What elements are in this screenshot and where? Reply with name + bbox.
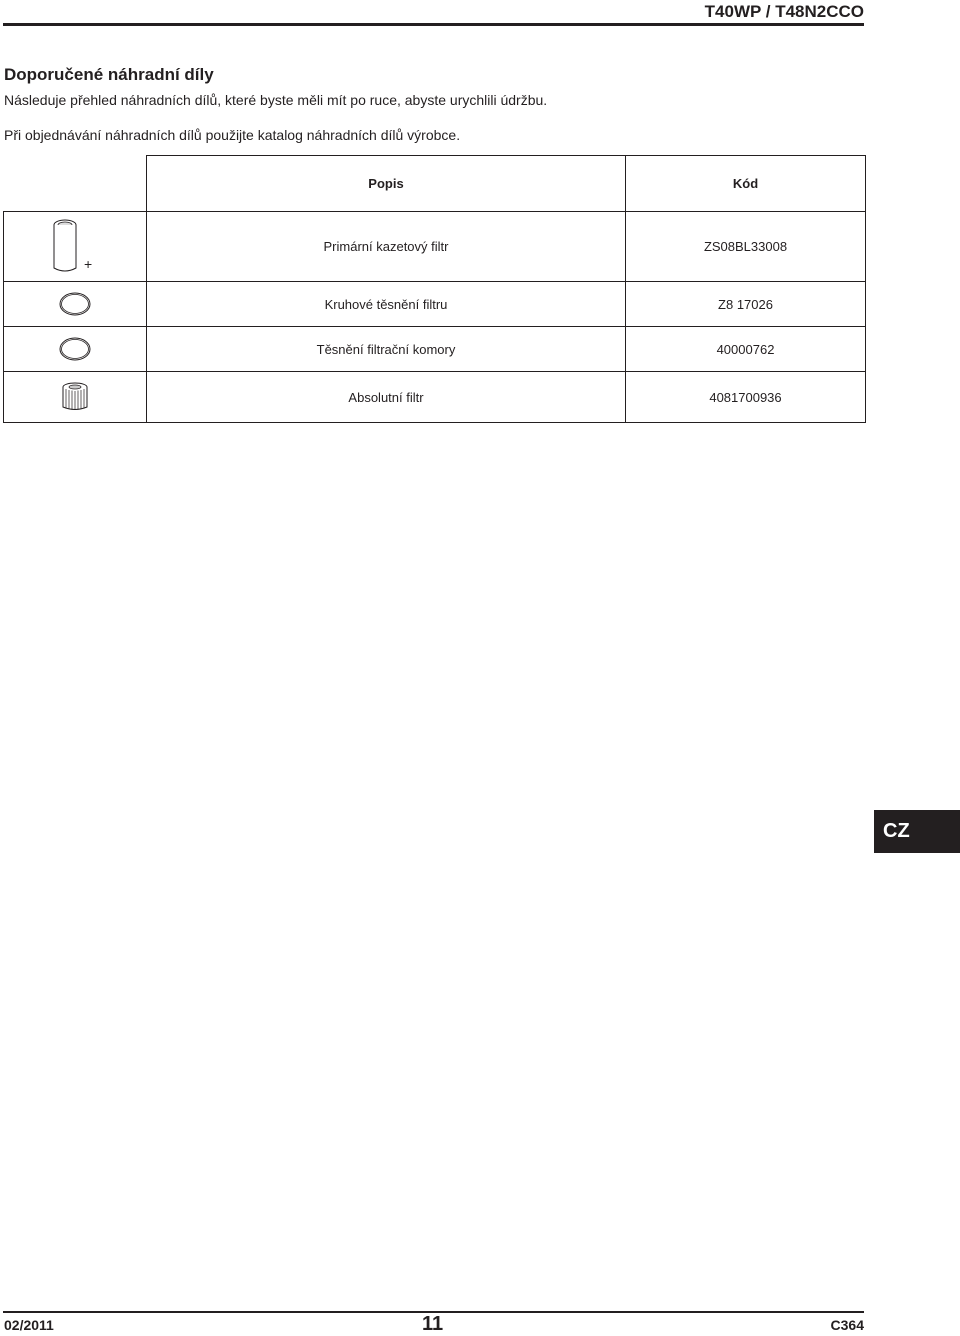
- page-number: 11: [422, 1313, 444, 1335]
- intro-text: Následuje přehled náhradních dílů, které byste měli mít po ruce, abyste urychlili údržbu.: [4, 92, 548, 108]
- o-ring-icon: [58, 291, 92, 317]
- table-row: [4, 372, 866, 423]
- description-column-header: Popis: [147, 156, 626, 212]
- part-image-cell: [4, 282, 147, 327]
- part-code: ZS08BL33008: [626, 212, 866, 282]
- image-column-header: [4, 156, 147, 212]
- language-tab: CZ: [874, 810, 960, 853]
- part-description: Absolutní filtr: [147, 372, 626, 423]
- table-row: [4, 212, 866, 282]
- section-title: Doporučené náhradní díly: [4, 65, 214, 84]
- part-description: Kruhové těsnění filtru: [147, 282, 626, 327]
- part-image-cell: [4, 372, 147, 423]
- part-image-cell: [4, 212, 147, 282]
- document-model-title: T40WP / T48N2CCO: [704, 2, 864, 21]
- code-column-header: Kód: [626, 156, 866, 212]
- part-description: Těsnění filtrační komory: [147, 327, 626, 372]
- plus-mark: +: [84, 256, 93, 272]
- table-row: [4, 282, 866, 327]
- gasket-icon: [58, 336, 92, 362]
- table-header-row: [4, 156, 866, 212]
- footer-date: 02/2011: [4, 1317, 54, 1333]
- ordering-note: Při objednávání náhradních dílů použijte katalog náhradních dílů výrobce.: [4, 127, 461, 143]
- part-description: Primární kazetový filtr: [147, 212, 626, 282]
- document-code: C364: [830, 1317, 864, 1333]
- spare-parts-table: [3, 155, 866, 423]
- part-code: 4081700936: [626, 372, 866, 423]
- part-code: 40000762: [626, 327, 866, 372]
- absolute-filter-icon: [60, 381, 90, 413]
- part-code: Z8 17026: [626, 282, 866, 327]
- table-row: [4, 327, 866, 372]
- part-image-cell: [4, 327, 147, 372]
- header-rule: [3, 23, 864, 26]
